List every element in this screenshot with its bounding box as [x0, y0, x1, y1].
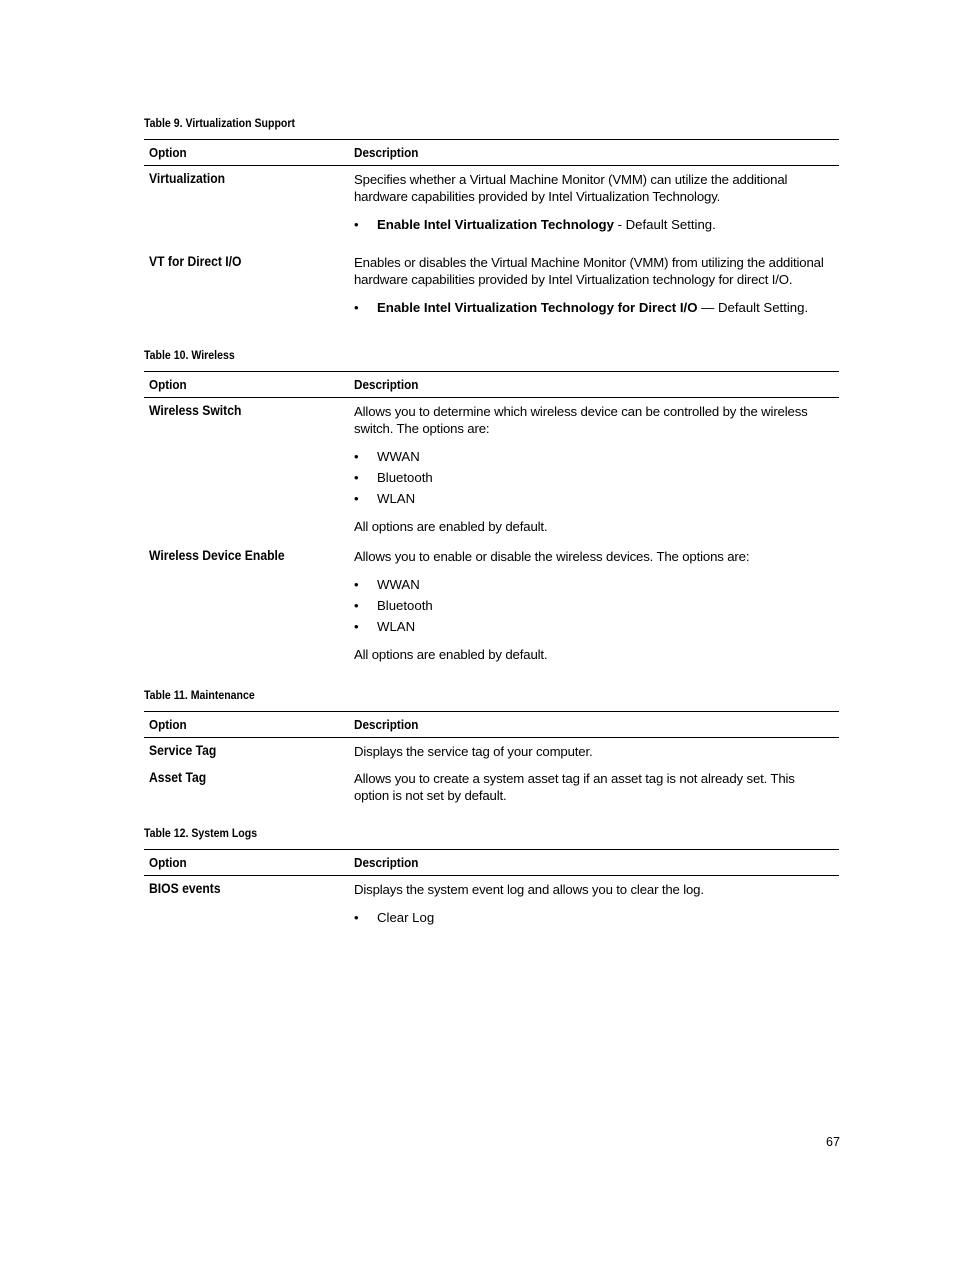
description-cell: [354, 770, 839, 804]
table-header: [144, 711, 839, 738]
list-item: [354, 616, 839, 637]
header-option: Option: [149, 855, 187, 870]
header-description: Description: [354, 145, 419, 160]
option-label: Wireless Switch: [149, 403, 242, 418]
header-option: Option: [149, 717, 187, 732]
option-label: Asset Tag: [149, 770, 207, 785]
table-11: [144, 711, 839, 803]
item-label: WWAN: [377, 449, 420, 464]
default-note: All options are enabled by default.: [354, 647, 548, 662]
description-text: Displays the service tag of your computer.: [354, 744, 593, 759]
bullet-list: [354, 574, 839, 637]
header-option: Option: [149, 377, 187, 392]
option-label: Wireless Device Enable: [149, 548, 285, 563]
table-header: [144, 139, 839, 166]
description-cell: [354, 548, 839, 663]
list-item: [354, 907, 839, 928]
option-label: VT for Direct I/O: [149, 254, 242, 269]
description-text: Allows you to create a system asset tag if an asset tag is not already set. This option is not set by default.: [354, 771, 795, 803]
bullet-list: [354, 446, 839, 509]
table-header: [144, 849, 839, 876]
description-cell: [354, 171, 839, 235]
list-item: [354, 488, 839, 509]
list-item: [354, 446, 839, 467]
bullet-icon: •: [354, 217, 359, 232]
list-item: [354, 595, 839, 616]
item-label: WWAN: [377, 577, 420, 592]
header-description: Description: [354, 855, 419, 870]
list-item: [354, 467, 839, 488]
table-9-caption: Table 9. Virtualization Support: [144, 116, 295, 130]
page-number: 67: [826, 1135, 840, 1149]
default-note: All options are enabled by default.: [354, 519, 548, 534]
bullet-icon: •: [354, 910, 359, 925]
table-12-caption: Table 12. System Logs: [144, 826, 258, 840]
list-item: [354, 214, 839, 235]
description-text: Allows you to determine which wireless device can be controlled by the wireless switch. The options are:: [354, 404, 808, 436]
table-10-caption: Table 10. Wireless: [144, 348, 235, 362]
bullet-list: [354, 297, 839, 318]
header-description: Description: [354, 377, 419, 392]
bullet-icon: •: [354, 491, 359, 506]
description-text: Specifies whether a Virtual Machine Monitor (VMM) can utilize the additional hardware capabilities provided by Intel Virtualization Technology.: [354, 172, 788, 204]
list-item: [354, 297, 839, 318]
setting-name: Enable Intel Virtualization Technology for Direct I/O: [377, 300, 698, 315]
table-header: [144, 371, 839, 398]
bullet-list: [354, 214, 839, 235]
table-12: [144, 849, 839, 925]
bullet-icon: •: [354, 598, 359, 613]
table-9: [144, 139, 839, 315]
bullet-icon: •: [354, 577, 359, 592]
description-cell: [354, 743, 839, 760]
list-item: [354, 574, 839, 595]
option-label: BIOS events: [149, 881, 221, 896]
description-cell: [354, 403, 839, 535]
bullet-icon: •: [354, 449, 359, 464]
item-label: WLAN: [377, 491, 416, 506]
description-text: Allows you to enable or disable the wireless devices. The options are:: [354, 549, 750, 564]
option-label: Service Tag: [149, 743, 217, 758]
item-label: WLAN: [377, 619, 416, 634]
setting-default: - Default Setting.: [613, 217, 716, 232]
table-10: [144, 371, 839, 662]
description-cell: [354, 881, 839, 928]
setting-name: Enable Intel Virtualization Technology: [377, 217, 614, 232]
bullet-icon: •: [354, 619, 359, 634]
description-cell: [354, 254, 839, 318]
bullet-list: [354, 907, 839, 928]
description-text: Displays the system event log and allows you to clear the log.: [354, 882, 704, 897]
header-option: Option: [149, 145, 187, 160]
setting-default: — Default Setting.: [697, 300, 809, 315]
description-text: Enables or disables the Virtual Machine Monitor (VMM) from utilizing the additional hardware capabilities provided by Intel Virtualization technology for direct I/O.: [354, 255, 824, 287]
bullet-icon: •: [354, 300, 359, 315]
table-11-caption: Table 11. Maintenance: [144, 688, 255, 702]
item-label: Bluetooth: [377, 470, 433, 485]
option-label: Virtualization: [149, 171, 226, 186]
item-label: Clear Log: [377, 910, 435, 925]
item-label: Bluetooth: [377, 598, 433, 613]
header-description: Description: [354, 717, 419, 732]
bullet-icon: •: [354, 470, 359, 485]
